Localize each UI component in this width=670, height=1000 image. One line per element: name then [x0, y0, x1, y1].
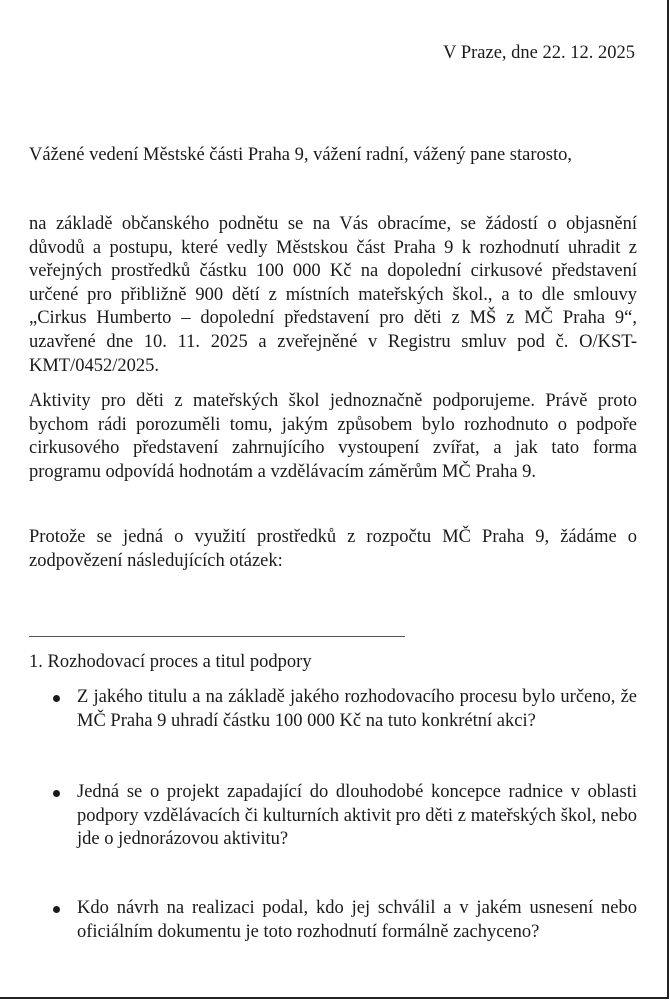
bullet-icon [53, 906, 60, 913]
paragraph-questions-intro: Protože se jedná o využití prostředků z rozpočtu MČ Praha 9, žádáme o zodpovězení následujících otázek: [29, 527, 637, 571]
section-divider [29, 636, 405, 637]
section-heading: 1. Rozhodovací proces a titul podpory [29, 652, 312, 672]
paragraph-support: Aktivity pro děti z mateřských škol jednoznačně podporujeme. Právě proto bychom rádi porozuměli tomu, jakým způsobem bylo rozhodnuto o podpoře cirkusového představení zahrnujícího vystoupení zvířat, a jak tato forma programu odpovídá hodnotám a vzdělávacím záměrům MČ Praha 9. [29, 391, 637, 482]
question-text: Jedná se o projekt zapadající do dlouhodobé koncepce radnice v oblasti podpory vzdělávacích či kulturních aktivit pro děti z mateřských škol, nebo jde o jednorázovou aktivitu? [77, 782, 637, 850]
salutation: Vážené vedení Městské části Praha 9, vážení radní, vážený pane starosto, [29, 145, 572, 165]
bullet-icon [53, 790, 60, 797]
date-line: V Praze, dne 22. 12. 2025 [443, 43, 635, 63]
question-text: Kdo návrh na realizaci podal, kdo jej schválil a v jakém usnesení nebo oficiálním dokumentu je toto rozhodnutí formálně zachyceno? [77, 898, 637, 942]
bullet-icon [53, 695, 60, 702]
paragraph-request: na základě občanského podnětu se na Vás obracíme, se žádostí o objasnění důvodů a postupu, které vedly Městskou část Praha 9 k rozhodnutí uhradit z veřejných prostředků částku 100 000 Kč na dopolední cirkusové představení určené pro přibližně 900 dětí z místních mateřských škol., a to dle smlouvy „Cirkus Humberto – dopolední představení pro děti z MŠ z MČ Praha 9“, uzavřené dne 10. 11. 2025 a zveřejněné v Registru smluv pod č. O/KST-KMT/0452/2025. [29, 214, 637, 376]
question-text: Z jakého titulu a na základě jakého rozhodovacího procesu bylo určeno, že MČ Praha 9 uhradí částku 100 000 Kč na tuto konkrétní akci? [77, 687, 637, 731]
